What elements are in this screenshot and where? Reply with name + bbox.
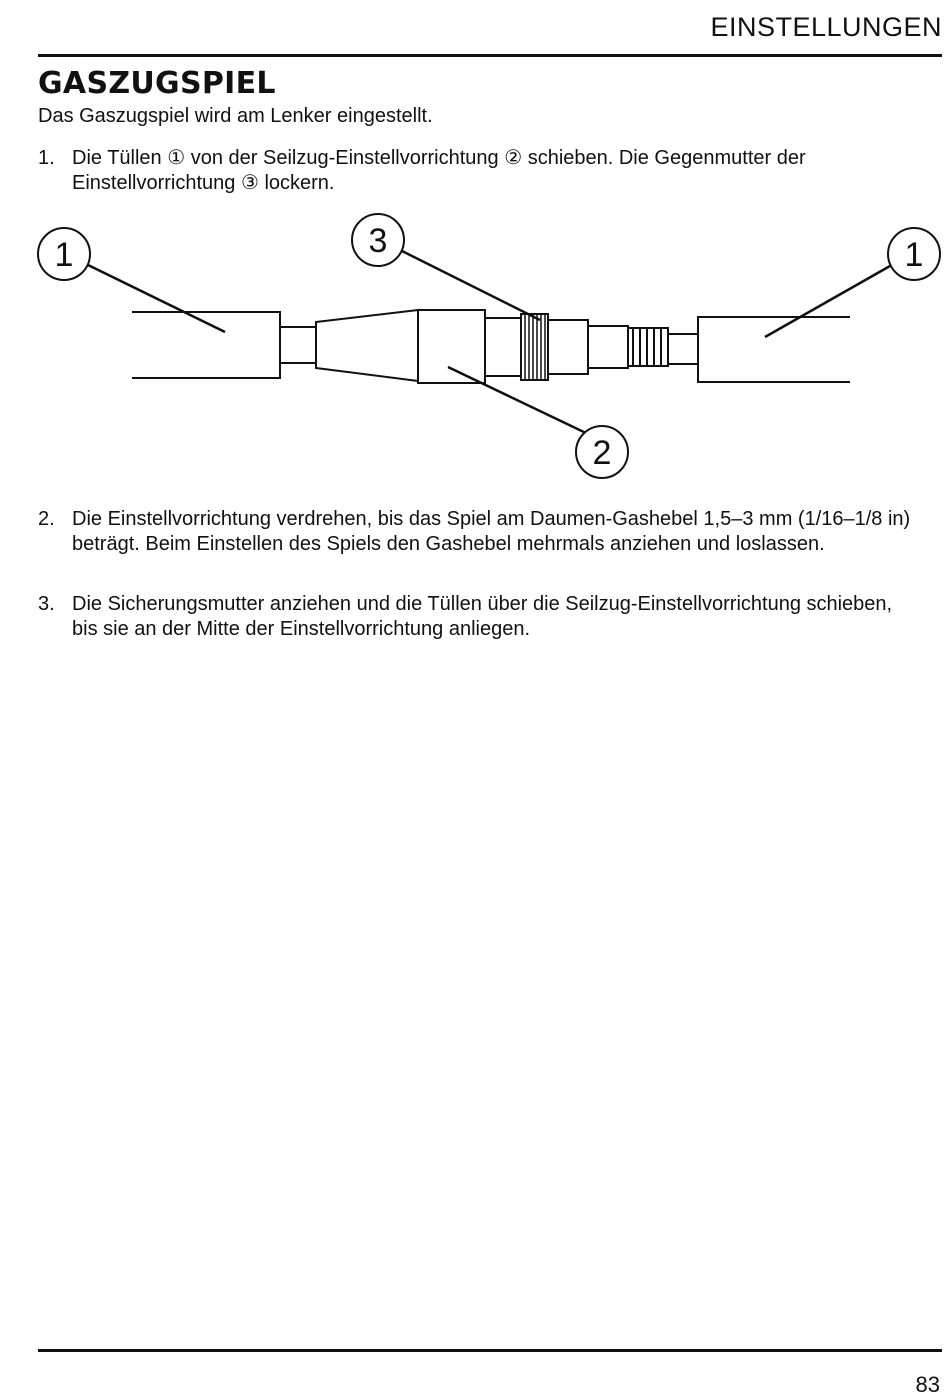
callout-label-1-left: 1 xyxy=(54,236,74,274)
adjuster-taper xyxy=(316,310,418,381)
step-3 xyxy=(38,592,918,642)
step-number: 3. xyxy=(38,593,55,615)
step-number: 2. xyxy=(38,508,55,530)
adjuster-body-shape xyxy=(418,310,485,383)
throttle-cable-figure xyxy=(30,212,945,484)
adjuster-shaft xyxy=(485,318,521,376)
section-header: EINSTELLUNGEN xyxy=(710,12,942,42)
step-text: Die Sicherungsmutter anziehen und die Tüllen über die Seilzug-Einstellvorrichtung schieben, bis sie an der Mitte der Einstellvorrichtung anliegen. xyxy=(72,593,893,640)
right-boot-shape xyxy=(698,317,850,382)
collar xyxy=(548,320,588,374)
small-collar xyxy=(588,326,628,368)
callout-label-3: 3 xyxy=(368,222,388,260)
footer-divider xyxy=(38,1349,942,1352)
left-cable-sleeve xyxy=(280,327,316,363)
step-number: 1. xyxy=(38,147,55,169)
page-title: GASZUGSPIEL xyxy=(38,66,276,101)
callout-label-1-right: 1 xyxy=(904,236,924,274)
step-1 xyxy=(38,146,918,196)
page-number: 83 xyxy=(915,1372,940,1397)
step-2 xyxy=(38,507,918,557)
right-cable-sleeve xyxy=(668,334,698,364)
step-text: Die Einstellvorrichtung verdrehen, bis das Spiel am Daumen-Gashebel 1,5–3 mm (1/16–1/8 in) beträgt. Beim Einstellen des Spiels den Gashebel mehrmals anziehen und loslassen. xyxy=(72,508,911,555)
callout-label-2: 2 xyxy=(592,434,612,472)
intro-text: Das Gaszugspiel wird am Lenker eingestellt. xyxy=(38,105,433,127)
step-text: Die Tüllen ① von der Seilzug-Einstellvorrichtung ② schieben. Die Gegenmutter der Einstellvorrichtung ③ lockern. xyxy=(72,147,806,194)
header-divider xyxy=(38,54,942,57)
